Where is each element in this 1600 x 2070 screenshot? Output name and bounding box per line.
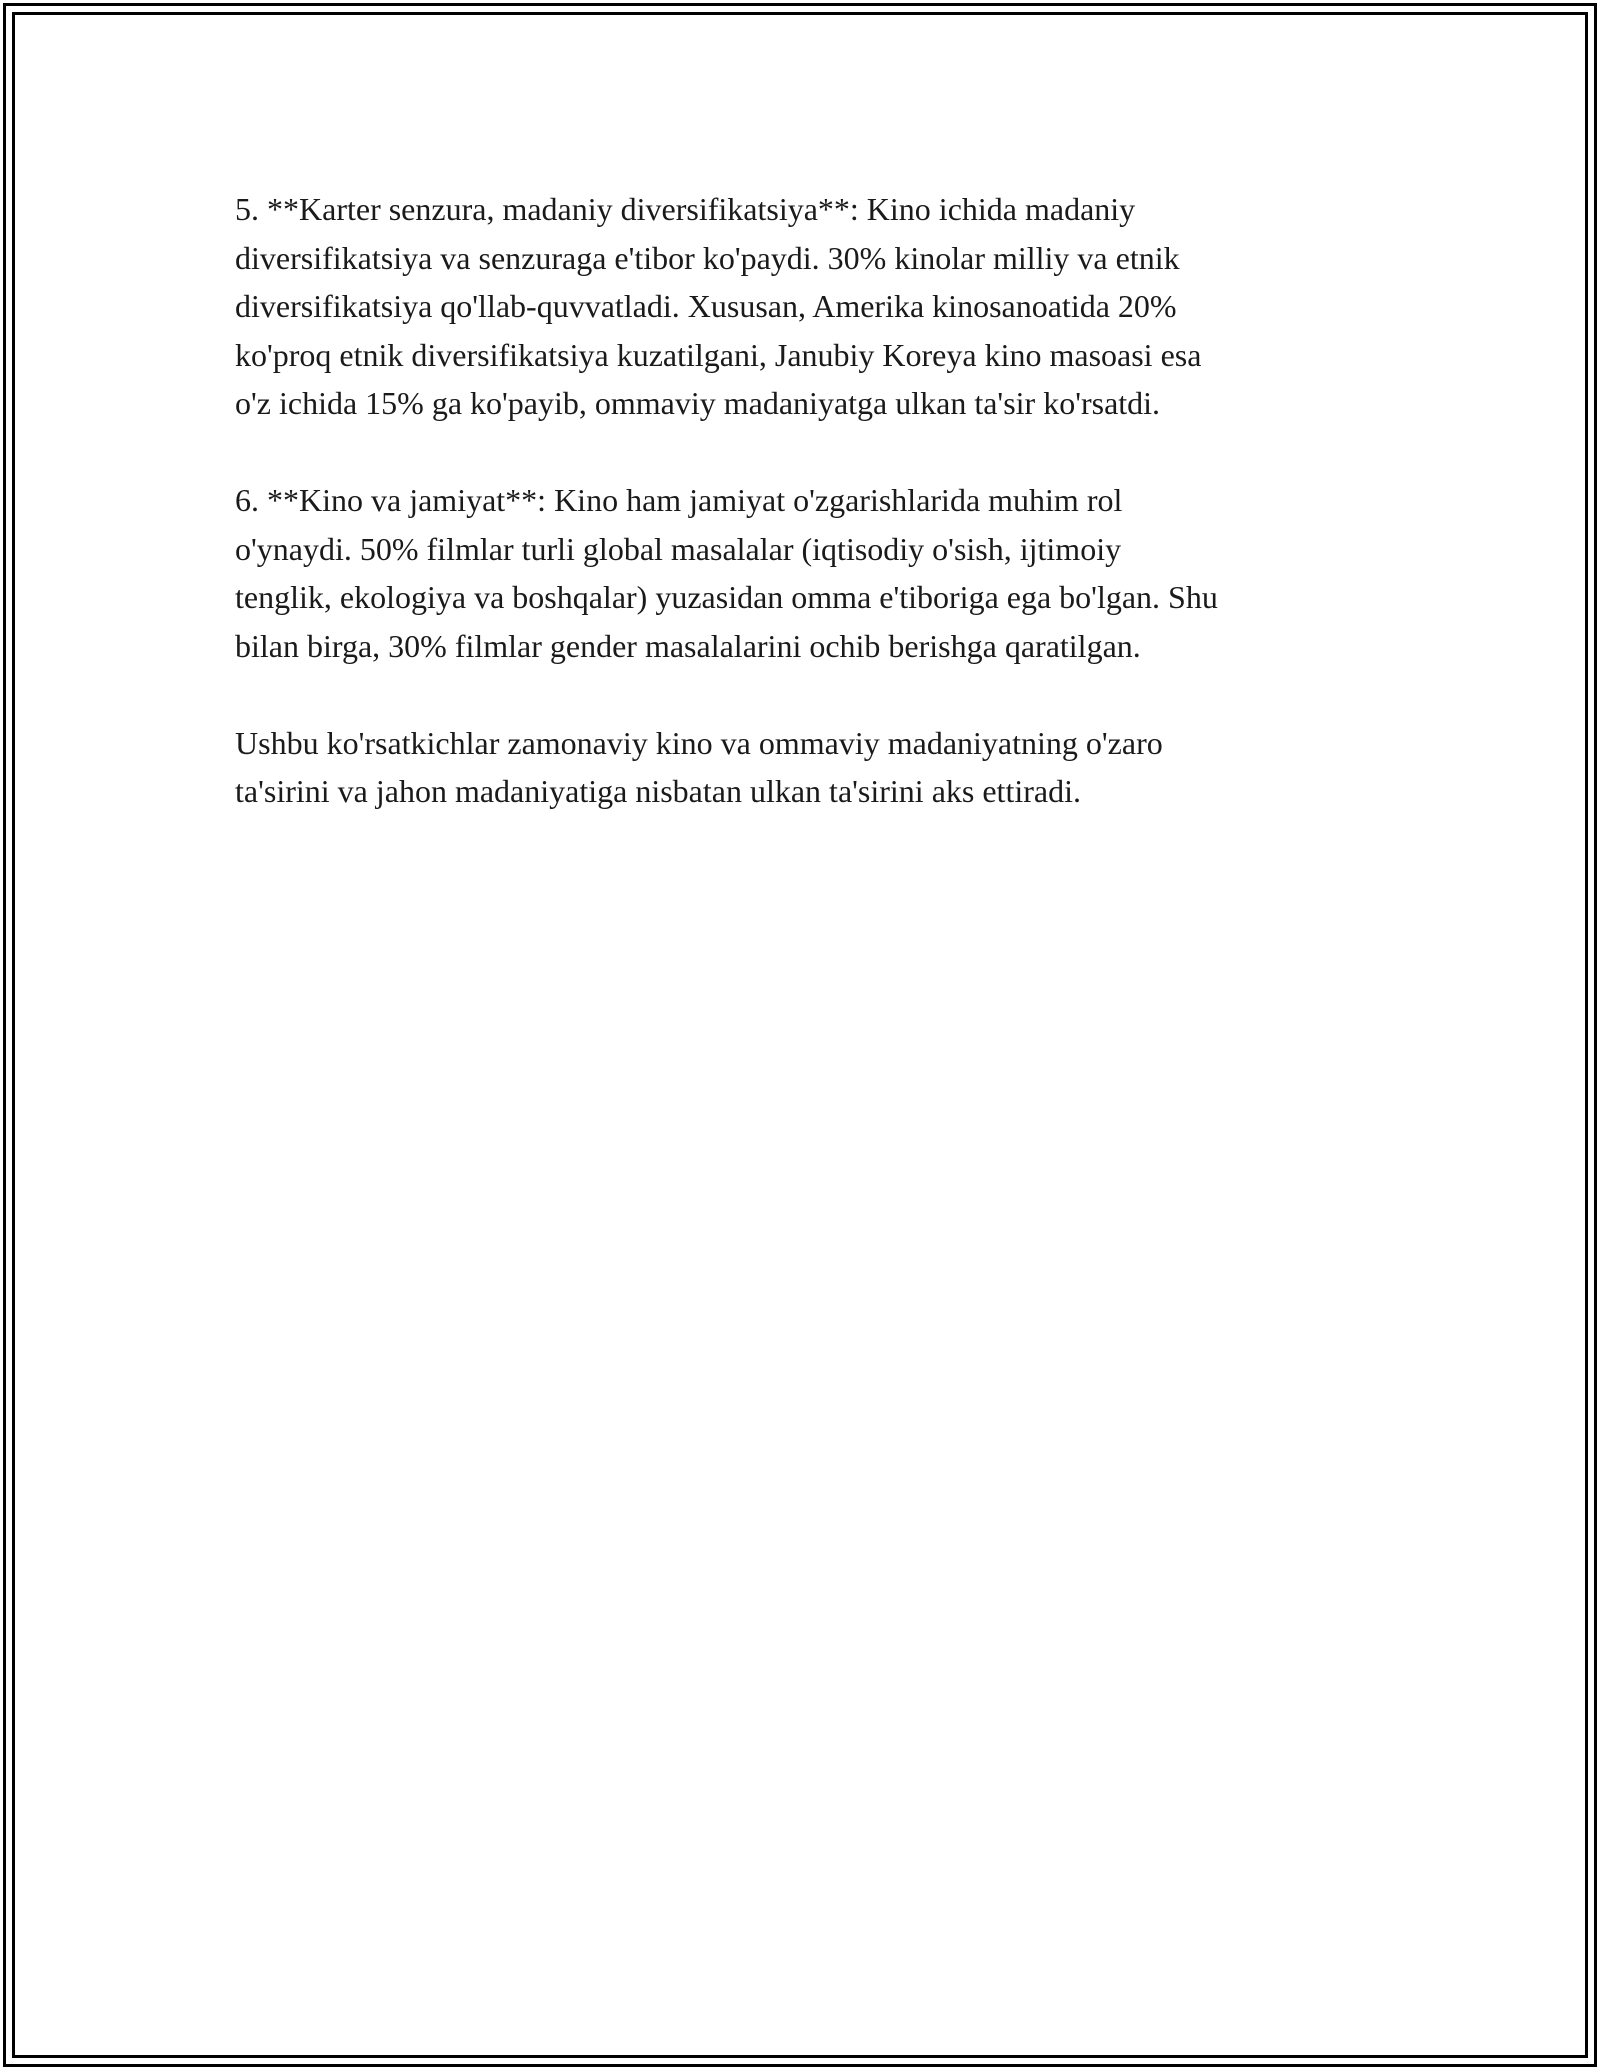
paragraph-cultural-diversification: 5. **Karter senzura, madaniy diversifikatsiya**: Kino ichida madaniy diversifikatsiya va senzuraga e'tibor ko'paydi. 30% kinolar milliy va etnik diversifikatsiya qo'llab-quvvatladi. Xususan, Amerika kinosanoatida 20% ko'proq etnik diversifikatsiya kuzatilgani, Janubiy Koreya kino masoasi esa o'z ichida 15% ga ko'payib, ommaviy madaniyatga ulkan ta'sir ko'rsatdi. bbox=[235, 191, 1202, 421]
paragraph-cinema-and-society: 6. **Kino va jamiyat**: Kino ham jamiyat o'zgarishlarida muhim rol o'ynaydi. 50% filmlar turli global masalalar (iqtisodiy o'sish, ijtimoiy tenglik, ekologiya va boshqalar) yuzasidan omma e'tiboriga ega bo'lgan. Shu bilan birga, 30% filmlar gender masalalarini ochib berishga qaratilgan. bbox=[235, 482, 1218, 664]
paragraph-conclusion: Ushbu ko'rsatkichlar zamonaviy kino va ommaviy madaniyatning o'zaro ta'sirini va jahon madaniyatiga nisbatan ulkan ta'sirini aks ettiradi. bbox=[235, 724, 1163, 809]
document-body bbox=[235, 185, 1385, 864]
